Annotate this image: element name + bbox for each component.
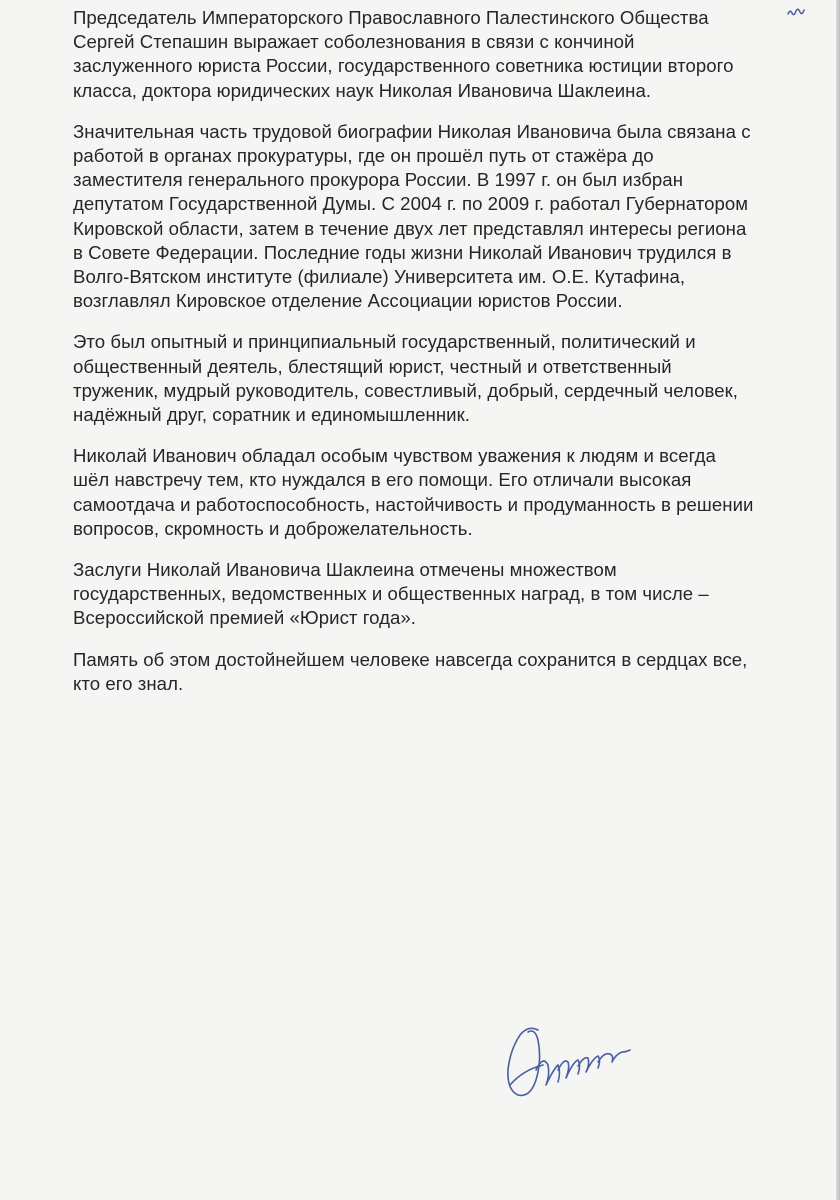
text-line: Это был опытный и принципиальный государственный, политический и: [73, 331, 696, 353]
text-line: самоотдача и работоспособность, настойчивость и продуманность в решении: [73, 493, 754, 515]
text-line: труженик, мудрый руководитель, совестливый, добрый, сердечный человек,: [73, 379, 739, 401]
letter-body: [73, 6, 808, 713]
text-line: Председатель Императорского Православного Палестинского Общества: [73, 7, 709, 28]
text-line: в Совете Федерации. Последние годы жизни Николай Иванович трудился в: [73, 241, 732, 263]
text-line: Кировской области, затем в течение двух лет представлял интересы региона: [73, 217, 747, 239]
text-line: Сергей Степашин выражает соболезнования в связи с кончиной: [73, 31, 635, 53]
text-line: класса, доктора юридических наук Николая Ивановича Шаклеина.: [73, 79, 652, 101]
text-line: возглавлял Кировское отделение Ассоциации юристов России.: [73, 290, 623, 312]
signature-icon: [498, 1010, 638, 1110]
text-line: Всероссийской премией «Юрист года».: [73, 607, 417, 629]
text-line: вопросов, скромность и доброжелательность.: [73, 517, 473, 539]
text-line: надёжный друг, соратник и единомышленник.: [73, 404, 470, 426]
text-line: государственных, ведомственных и общественных наград, в том числе –: [73, 583, 709, 605]
paragraph-memory: [73, 648, 808, 696]
paragraph-awards: [73, 558, 808, 631]
text-line: заместителя генерального прокурора России. В 1997 г. он был избран: [73, 169, 684, 191]
text-line: шёл навстречу тем, кто нуждался в его помощи. Его отличали высокая: [73, 469, 692, 491]
text-line: Память об этом достойнейшем человеке навсегда сохранится в сердцах все,: [73, 648, 748, 670]
text-line: депутатом Государственной Думы. С 2004 г. по 2009 г. работал Губернатором: [73, 193, 749, 215]
text-line: Значительная часть трудовой биографии Николая Ивановича была связана с: [73, 120, 751, 142]
text-line: работой в органах прокуратуры, где он прошёл путь от стажёра до: [73, 145, 654, 167]
text-line: заслуженного юриста России, государственного советника юстиции второго: [73, 55, 734, 77]
text-line: кто его знал.: [73, 672, 184, 694]
paragraph-condolence: [73, 6, 808, 103]
paragraph-character: [73, 330, 808, 427]
text-line: Николай Иванович обладал особым чувством уважения к людям и всегда: [73, 445, 716, 467]
scan-edge: [836, 0, 840, 1200]
text-line: Волго-Вятском институте (филиале) Университета им. О.Е. Кутафина,: [73, 266, 686, 288]
paragraph-biography: [73, 120, 808, 314]
text-line: общественный деятель, блестящий юрист, честный и ответственный: [73, 355, 672, 377]
text-line: Заслуги Николай Ивановича Шаклеина отмечены множеством: [73, 559, 617, 581]
paragraph-qualities: [73, 444, 808, 541]
